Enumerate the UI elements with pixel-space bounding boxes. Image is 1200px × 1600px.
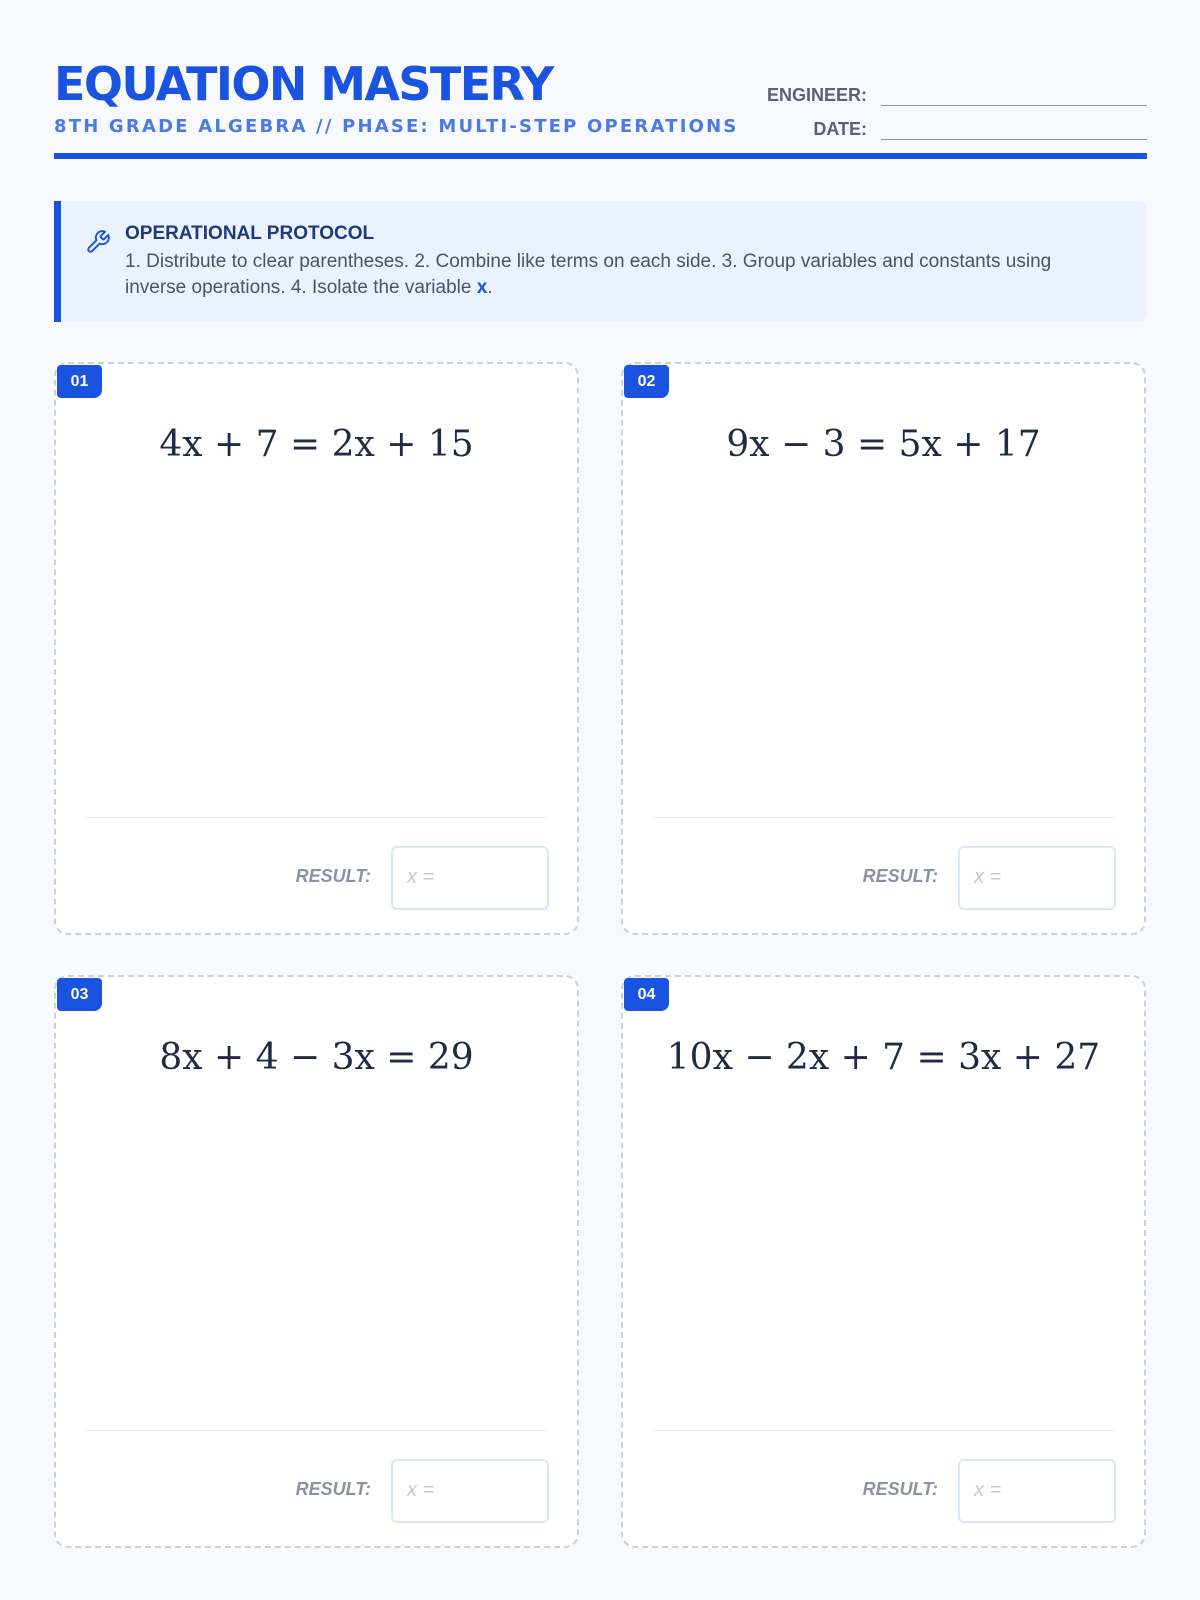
problem-equation: 4x + 7 = 2x + 15: [159, 424, 474, 465]
problem-card: [54, 362, 579, 935]
engineer-label: ENGINEER:: [766, 85, 867, 105]
problem-number-badge: 04: [624, 978, 669, 1011]
date-field: [761, 114, 1147, 140]
date-label: DATE:: [813, 119, 867, 139]
page-title: EQUATION MASTERY: [54, 57, 553, 111]
result-input[interactable]: x =: [958, 1459, 1116, 1523]
result-label: RESULT:: [295, 1479, 371, 1499]
result-input[interactable]: x =: [391, 1459, 549, 1523]
protocol-variable: x: [476, 277, 488, 298]
result-input[interactable]: x =: [958, 846, 1116, 910]
worksheet-header: [54, 56, 1147, 160]
problem-equation: 10x − 2x + 7 = 3x + 27: [666, 1037, 1101, 1078]
result-label: RESULT:: [862, 1479, 938, 1499]
problem-card: [54, 975, 579, 1548]
problem-card: [621, 362, 1146, 935]
problem-number-badge: 03: [57, 978, 102, 1011]
work-area-divider: [84, 1430, 549, 1431]
work-area-divider: [84, 817, 549, 818]
result-label: RESULT:: [862, 866, 938, 886]
result-label: RESULT:: [295, 866, 371, 886]
work-area-divider: [651, 1430, 1116, 1431]
problem-number-badge: 02: [624, 365, 669, 398]
protocol-title: OPERATIONAL PROTOCOL: [125, 223, 375, 244]
engineer-field: [761, 80, 1147, 106]
problem-equation: 8x + 4 − 3x = 29: [159, 1037, 474, 1078]
protocol-body: [125, 249, 1115, 301]
problem-card: [621, 975, 1146, 1548]
problem-number-badge: 01: [57, 365, 102, 398]
wrench-icon: [85, 229, 111, 255]
problem-equation: 9x − 3 = 5x + 17: [726, 424, 1041, 465]
engineer-input-line[interactable]: [881, 84, 1147, 106]
page-subtitle: 8TH GRADE ALGEBRA // PHASE: MULTI-STEP OPERATIONS: [54, 116, 739, 137]
date-input-line[interactable]: [881, 118, 1147, 140]
protocol-end: .: [487, 277, 493, 298]
protocol-panel: [54, 201, 1147, 322]
work-area-divider: [651, 817, 1116, 818]
protocol-text: 1. Distribute to clear parentheses. 2. Combine like terms on each side. 3. Group variables and constants using inverse operations. 4. Isolate the variable: [125, 251, 1052, 298]
header-rule: [54, 153, 1147, 159]
result-input[interactable]: x =: [391, 846, 549, 910]
